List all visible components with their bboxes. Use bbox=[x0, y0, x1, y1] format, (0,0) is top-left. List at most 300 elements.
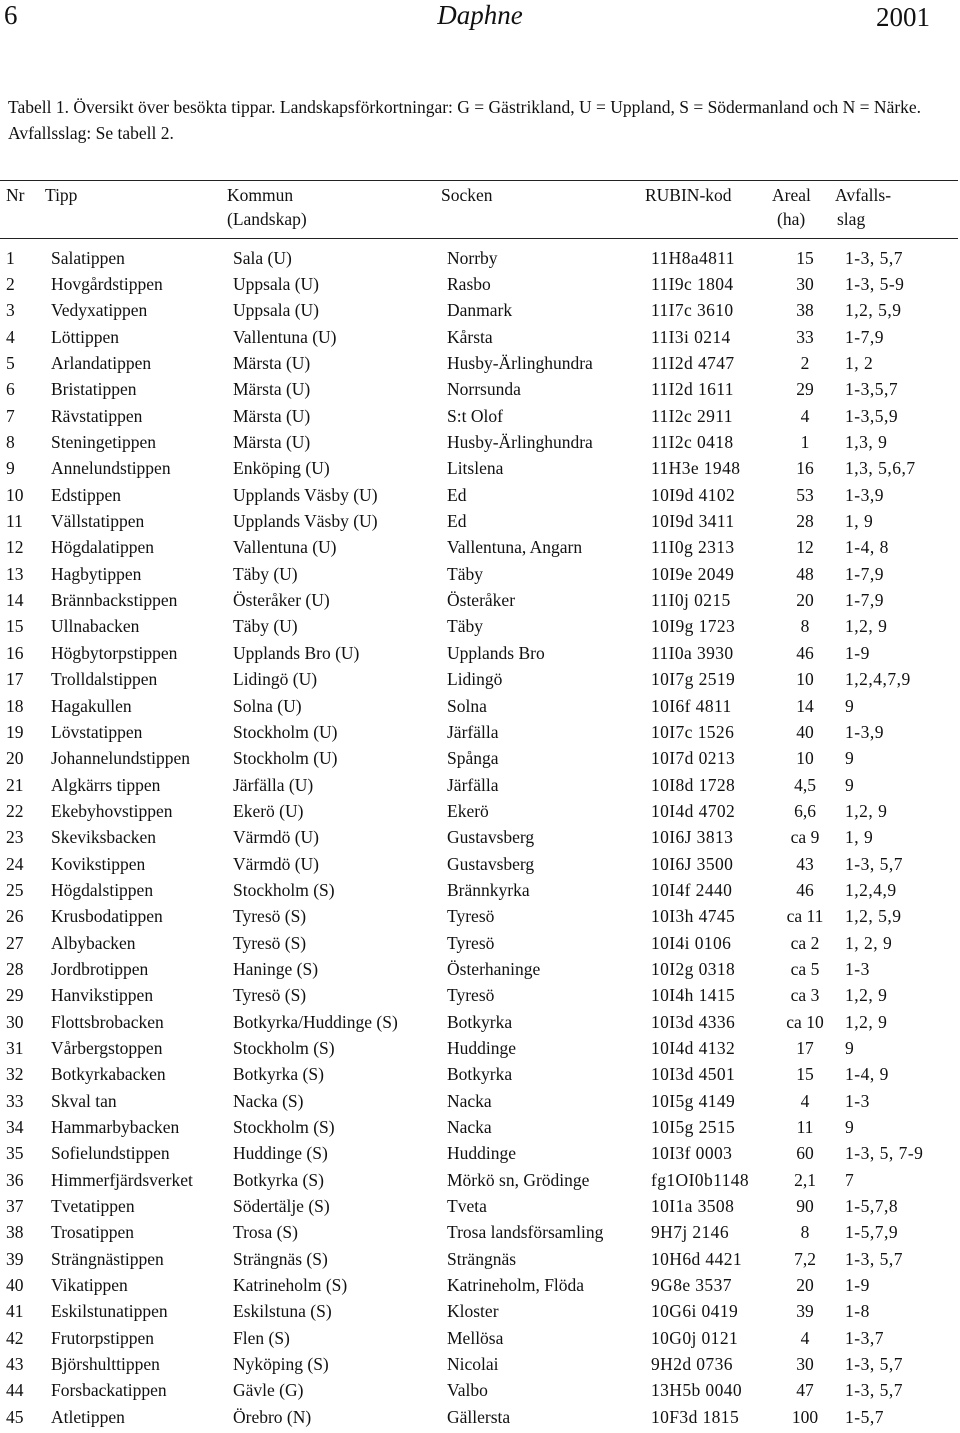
page-number: 6 bbox=[4, 0, 18, 30]
area-cell: 16 bbox=[796, 458, 814, 479]
rubin-code-cell: 10I4f 2440 bbox=[651, 879, 733, 900]
tip-name-cell: Bristatippen bbox=[51, 379, 137, 400]
row-number-cell: 7 bbox=[6, 405, 15, 426]
area-cell: 47 bbox=[796, 1380, 814, 1401]
parish-cell: Litslena bbox=[447, 458, 504, 479]
row-number-cell: 44 bbox=[6, 1380, 24, 1401]
table-row bbox=[0, 429, 960, 455]
tip-name-cell: Lövstatippen bbox=[51, 721, 143, 742]
waste-types-cell: 1-5,7,9 bbox=[845, 1222, 899, 1243]
table-row bbox=[0, 535, 960, 561]
parish-cell: Husby-Ärlinghundra bbox=[447, 353, 593, 374]
table-row bbox=[0, 508, 960, 534]
table-row bbox=[0, 245, 960, 271]
area-cell: 10 bbox=[796, 748, 814, 769]
rubin-code-cell: 11H8a4811 bbox=[651, 247, 735, 268]
waste-types-cell: 1,2, 9 bbox=[845, 800, 888, 821]
waste-types-cell: 1-3, 5,7 bbox=[845, 247, 903, 268]
tip-name-cell: Sofielundstippen bbox=[51, 1143, 170, 1164]
rubin-code-cell: 11H3e 1948 bbox=[651, 458, 741, 479]
table-row bbox=[0, 930, 960, 956]
waste-types-cell: 1,2,4,7,9 bbox=[845, 669, 911, 690]
col-header-avfall: Avfalls- bbox=[835, 185, 892, 205]
tip-name-cell: Steningetippen bbox=[51, 432, 156, 453]
row-number-cell: 27 bbox=[6, 932, 24, 953]
rubin-code-cell: 11I0j 0215 bbox=[651, 590, 731, 611]
area-cell: 8 bbox=[800, 616, 810, 637]
area-cell: 1 bbox=[800, 432, 810, 453]
municipality-cell: Botkyrka (S) bbox=[233, 1064, 324, 1085]
waste-types-cell: 1, 2, 9 bbox=[845, 932, 893, 953]
rubin-code-cell: 10I3h 4745 bbox=[651, 906, 736, 927]
table-row bbox=[0, 587, 960, 613]
rubin-code-cell: 10I9d 4102 bbox=[651, 484, 736, 505]
tip-name-cell: Hanvikstippen bbox=[51, 985, 154, 1006]
table-row bbox=[0, 1220, 960, 1246]
table-row bbox=[0, 1378, 960, 1404]
tip-table bbox=[0, 245, 960, 1430]
parish-cell: Mörkö sn, Grödinge bbox=[447, 1169, 590, 1190]
table-row bbox=[0, 956, 960, 982]
tip-name-cell: Salatippen bbox=[51, 247, 125, 268]
municipality-cell: Vallentuna (U) bbox=[233, 537, 337, 558]
table-row bbox=[0, 561, 960, 587]
row-number-cell: 3 bbox=[6, 300, 15, 321]
area-cell: 7,2 bbox=[794, 1248, 816, 1269]
col-header-areal-sub: (ha) bbox=[777, 209, 806, 229]
rubin-code-cell: 10H6d 4421 bbox=[651, 1248, 743, 1269]
row-number-cell: 2 bbox=[6, 274, 15, 295]
rubin-code-cell: 10I4d 4132 bbox=[651, 1037, 736, 1058]
rubin-code-cell: 10I9d 3411 bbox=[651, 511, 735, 532]
waste-types-cell: 1-3, 5,7 bbox=[845, 853, 903, 874]
tip-name-cell: Edstippen bbox=[51, 484, 121, 505]
table-row bbox=[0, 482, 960, 508]
rubin-code-cell: 11I2c 0418 bbox=[651, 432, 734, 453]
parish-cell: Brännkyrka bbox=[447, 879, 530, 900]
area-cell: 17 bbox=[796, 1037, 814, 1058]
rubin-code-cell: 10I3d 4501 bbox=[651, 1064, 736, 1085]
municipality-cell: Stockholm (U) bbox=[233, 721, 338, 742]
waste-types-cell: 1-3, 5,7 bbox=[845, 1248, 903, 1269]
row-number-cell: 11 bbox=[6, 511, 23, 532]
rubin-code-cell: 10I7d 0213 bbox=[651, 748, 736, 769]
parish-cell: Nacka bbox=[447, 1117, 492, 1138]
area-cell: 14 bbox=[796, 695, 814, 716]
tip-name-cell: Eskilstunatippen bbox=[51, 1301, 168, 1322]
table-row bbox=[0, 614, 960, 640]
journal-title: Daphne bbox=[437, 0, 523, 30]
municipality-cell: Eskilstuna (S) bbox=[233, 1301, 332, 1322]
table-row bbox=[0, 1114, 960, 1140]
table-row bbox=[0, 1035, 960, 1061]
publication-year: 2001 bbox=[876, 2, 930, 32]
tip-name-cell: Annelundstippen bbox=[51, 458, 171, 479]
municipality-cell: Uppsala (U) bbox=[233, 300, 320, 321]
rubin-code-cell: 10I5g 4149 bbox=[651, 1090, 736, 1111]
area-cell: 12 bbox=[796, 537, 814, 558]
area-cell: 39 bbox=[796, 1301, 814, 1322]
tip-name-cell: Frutorpstippen bbox=[51, 1327, 155, 1348]
parish-cell: Huddinge bbox=[447, 1037, 517, 1058]
parish-cell: Lidingö bbox=[447, 669, 503, 690]
area-cell: 8 bbox=[800, 1222, 810, 1243]
waste-types-cell: 1,2, 5,9 bbox=[845, 906, 902, 927]
municipality-cell: Ekerö (U) bbox=[233, 800, 304, 821]
tip-name-cell: Arlandatippen bbox=[51, 353, 152, 374]
rubin-code-cell: 11I0a 3930 bbox=[651, 642, 734, 663]
area-cell: ca 5 bbox=[790, 958, 820, 979]
parish-cell: Järfälla bbox=[447, 774, 499, 795]
municipality-cell: Upplands Väsby (U) bbox=[233, 511, 378, 532]
tip-name-cell: Krusbodatippen bbox=[51, 906, 163, 927]
rubin-code-cell: 10I4d 4702 bbox=[651, 800, 736, 821]
table-row bbox=[0, 298, 960, 324]
parish-cell: Upplands Bro bbox=[447, 642, 545, 663]
area-cell: 10 bbox=[796, 669, 814, 690]
municipality-cell: Strängnäs (S) bbox=[233, 1248, 328, 1269]
row-number-cell: 8 bbox=[6, 432, 15, 453]
area-cell: ca 11 bbox=[786, 906, 824, 927]
table-row bbox=[0, 719, 960, 745]
tip-name-cell: Vårbergstoppen bbox=[51, 1037, 163, 1058]
waste-types-cell: 1,2, 9 bbox=[845, 985, 888, 1006]
row-number-cell: 22 bbox=[6, 800, 24, 821]
rubin-code-cell: 13H5b 0040 bbox=[651, 1380, 743, 1401]
table-row bbox=[0, 456, 960, 482]
table-row bbox=[0, 1272, 960, 1298]
municipality-cell: Gävle (G) bbox=[233, 1380, 304, 1401]
parish-cell: Mellösa bbox=[447, 1327, 504, 1348]
parish-cell: Täby bbox=[447, 616, 483, 637]
row-number-cell: 5 bbox=[6, 353, 15, 374]
row-number-cell: 23 bbox=[6, 827, 24, 848]
row-number-cell: 13 bbox=[6, 563, 24, 584]
parish-cell: Järfälla bbox=[447, 721, 499, 742]
tip-name-cell: Strängnästippen bbox=[51, 1248, 164, 1269]
parish-cell: Nacka bbox=[447, 1090, 492, 1111]
area-cell: 11 bbox=[796, 1117, 814, 1138]
waste-types-cell: 9 bbox=[845, 774, 855, 795]
area-cell: 46 bbox=[796, 642, 814, 663]
row-number-cell: 42 bbox=[6, 1327, 24, 1348]
table-row bbox=[0, 1088, 960, 1114]
row-number-cell: 24 bbox=[6, 853, 24, 874]
area-cell: 2,1 bbox=[794, 1169, 816, 1190]
table-row bbox=[0, 1325, 960, 1351]
municipality-cell: Botkyrka (S) bbox=[233, 1169, 324, 1190]
rubin-code-cell: 10I1a 3508 bbox=[651, 1196, 735, 1217]
rubin-code-cell: 10I4h 1415 bbox=[651, 985, 736, 1006]
area-cell: 29 bbox=[796, 379, 814, 400]
tip-name-cell: Flottsbrobacken bbox=[51, 1011, 164, 1032]
row-number-cell: 19 bbox=[6, 721, 24, 742]
waste-types-cell: 1-4, 8 bbox=[845, 537, 889, 558]
table-row bbox=[0, 1193, 960, 1219]
rubin-code-cell: 10G6i 0419 bbox=[651, 1301, 739, 1322]
parish-cell: Vallentuna, Angarn bbox=[447, 537, 583, 558]
municipality-cell: Södertälje (S) bbox=[233, 1196, 330, 1217]
municipality-cell: Solna (U) bbox=[233, 695, 302, 716]
parish-cell: Österåker bbox=[447, 590, 516, 611]
row-number-cell: 45 bbox=[6, 1406, 24, 1427]
row-number-cell: 30 bbox=[6, 1011, 24, 1032]
row-number-cell: 4 bbox=[6, 326, 15, 347]
waste-types-cell: 1,2, 9 bbox=[845, 1011, 888, 1032]
parish-cell: Gustavsberg bbox=[447, 827, 535, 848]
area-cell: 20 bbox=[796, 590, 814, 611]
tip-name-cell: Himmerfjärdsverket bbox=[51, 1169, 193, 1190]
parish-cell: Norrsunda bbox=[447, 379, 521, 400]
rubin-code-cell: 9H7j 2146 bbox=[651, 1222, 729, 1243]
table-row bbox=[0, 403, 960, 429]
rubin-code-cell: 10I3d 4336 bbox=[651, 1011, 736, 1032]
municipality-cell: Katrineholm (S) bbox=[233, 1275, 348, 1296]
page-header bbox=[0, 0, 960, 40]
area-cell: ca 10 bbox=[786, 1011, 824, 1032]
area-cell: 15 bbox=[796, 1064, 814, 1085]
rubin-code-cell: 10I2g 0318 bbox=[651, 958, 736, 979]
municipality-cell: Vallentuna (U) bbox=[233, 326, 337, 347]
area-cell: 53 bbox=[796, 484, 814, 505]
tip-name-cell: Tvetatippen bbox=[51, 1196, 135, 1217]
municipality-cell: Örebro (N) bbox=[233, 1406, 312, 1427]
rubin-code-cell: 11I3i 0214 bbox=[651, 326, 731, 347]
rubin-code-cell: 9H2d 0736 bbox=[651, 1354, 733, 1375]
rubin-code-cell: 10I6f 4811 bbox=[651, 695, 732, 716]
municipality-cell: Lidingö (U) bbox=[233, 669, 318, 690]
municipality-cell: Täby (U) bbox=[233, 563, 298, 584]
row-number-cell: 26 bbox=[6, 906, 24, 927]
waste-types-cell: 1, 9 bbox=[845, 827, 874, 848]
parish-cell: Spånga bbox=[447, 748, 499, 769]
waste-types-cell: 1-3,5,9 bbox=[845, 405, 899, 426]
waste-types-cell: 1-3 bbox=[845, 1090, 870, 1111]
tip-name-cell: Vikatippen bbox=[51, 1275, 128, 1296]
parish-cell: Trosa landsförsamling bbox=[447, 1222, 604, 1243]
parish-cell: Huddinge bbox=[447, 1143, 517, 1164]
waste-types-cell: 9 bbox=[845, 1037, 855, 1058]
rubin-code-cell: 9G8e 3537 bbox=[651, 1275, 732, 1296]
parish-cell: Kårsta bbox=[447, 326, 493, 347]
row-number-cell: 31 bbox=[6, 1037, 24, 1058]
area-cell: 90 bbox=[796, 1196, 814, 1217]
row-number-cell: 15 bbox=[6, 616, 24, 637]
tip-name-cell: Algkärrs tippen bbox=[51, 774, 161, 795]
area-cell: 30 bbox=[796, 1354, 814, 1375]
table-row bbox=[0, 851, 960, 877]
rubin-code-cell: 10I7g 2519 bbox=[651, 669, 736, 690]
waste-types-cell: 1,3, 5,6,7 bbox=[845, 458, 916, 479]
waste-types-cell: 1-3,9 bbox=[845, 484, 884, 505]
row-number-cell: 10 bbox=[6, 484, 24, 505]
municipality-cell: Trosa (S) bbox=[233, 1222, 298, 1243]
waste-types-cell: 1-8 bbox=[845, 1301, 870, 1322]
row-number-cell: 21 bbox=[6, 774, 24, 795]
tip-name-cell: Högdalstippen bbox=[51, 879, 154, 900]
parish-cell: Danmark bbox=[447, 300, 513, 321]
rubin-code-cell: 10F3d 1815 bbox=[651, 1406, 740, 1427]
rubin-code-cell: 10I6J 3500 bbox=[651, 853, 734, 874]
rubin-code-cell: fg1OI0b1148 bbox=[651, 1169, 750, 1190]
rubin-code-cell: 11I9c 1804 bbox=[651, 274, 734, 295]
row-number-cell: 41 bbox=[6, 1301, 24, 1322]
tip-name-cell: Vällstatippen bbox=[51, 511, 145, 532]
table-row bbox=[0, 271, 960, 297]
area-cell: ca 3 bbox=[790, 985, 820, 1006]
table-header-rule bbox=[0, 238, 958, 239]
table-row bbox=[0, 1062, 960, 1088]
tip-name-cell: Skval tan bbox=[51, 1090, 117, 1111]
tip-name-cell: Vedyxatippen bbox=[51, 300, 148, 321]
municipality-cell: Upplands Bro (U) bbox=[233, 642, 360, 663]
col-header-rubin: RUBIN-kod bbox=[645, 185, 732, 205]
table-row bbox=[0, 1009, 960, 1035]
tip-name-cell: Löttippen bbox=[51, 326, 120, 347]
waste-types-cell: 1-7,9 bbox=[845, 326, 884, 347]
row-number-cell: 18 bbox=[6, 695, 24, 716]
tip-name-cell: Rävstatippen bbox=[51, 405, 143, 426]
area-cell: 40 bbox=[796, 721, 814, 742]
table-row bbox=[0, 904, 960, 930]
col-header-nr: Nr bbox=[6, 185, 25, 205]
parish-cell: Täby bbox=[447, 563, 483, 584]
table-row bbox=[0, 1167, 960, 1193]
table-row bbox=[0, 377, 960, 403]
waste-types-cell: 1,2, 9 bbox=[845, 616, 888, 637]
row-number-cell: 6 bbox=[6, 379, 15, 400]
municipality-cell: Uppsala (U) bbox=[233, 274, 320, 295]
table-row bbox=[0, 825, 960, 851]
row-number-cell: 35 bbox=[6, 1143, 24, 1164]
municipality-cell: Botkyrka/Huddinge (S) bbox=[233, 1011, 398, 1032]
municipality-cell: Stockholm (S) bbox=[233, 1037, 335, 1058]
row-number-cell: 20 bbox=[6, 748, 24, 769]
row-number-cell: 39 bbox=[6, 1248, 24, 1269]
municipality-cell: Tyresö (S) bbox=[233, 932, 307, 953]
municipality-cell: Österåker (U) bbox=[233, 590, 330, 611]
tip-name-cell: Högdalatippen bbox=[51, 537, 155, 558]
municipality-cell: Stockholm (S) bbox=[233, 879, 335, 900]
waste-types-cell: 9 bbox=[845, 1117, 855, 1138]
col-header-tipp: Tipp bbox=[45, 185, 78, 205]
tip-name-cell: Ekebyhovstippen bbox=[51, 800, 173, 821]
municipality-cell: Stockholm (S) bbox=[233, 1117, 335, 1138]
municipality-cell: Värmdö (U) bbox=[233, 853, 320, 874]
waste-types-cell: 1-7,9 bbox=[845, 590, 884, 611]
parish-cell: Tveta bbox=[447, 1196, 487, 1217]
table-row bbox=[0, 1141, 960, 1167]
municipality-cell: Järfälla (U) bbox=[233, 774, 314, 795]
area-cell: 2 bbox=[800, 353, 810, 374]
municipality-cell: Enköping (U) bbox=[233, 458, 330, 479]
municipality-cell: Stockholm (U) bbox=[233, 748, 338, 769]
table-row bbox=[0, 798, 960, 824]
parish-cell: Tyresö bbox=[447, 906, 495, 927]
parish-cell: Kloster bbox=[447, 1301, 499, 1322]
rubin-code-cell: 10I4i 0106 bbox=[651, 932, 732, 953]
table-row bbox=[0, 324, 960, 350]
waste-types-cell: 1-7,9 bbox=[845, 563, 884, 584]
row-number-cell: 37 bbox=[6, 1196, 24, 1217]
row-number-cell: 43 bbox=[6, 1354, 24, 1375]
waste-types-cell: 1-3, 5, 7-9 bbox=[845, 1143, 924, 1164]
tip-name-cell: Botkyrkabacken bbox=[51, 1064, 166, 1085]
municipality-cell: Nyköping (S) bbox=[233, 1354, 329, 1375]
row-number-cell: 1 bbox=[6, 247, 15, 268]
area-cell: ca 2 bbox=[790, 932, 820, 953]
tip-name-cell: Trolldalstippen bbox=[51, 669, 158, 690]
tip-name-cell: Jordbrotippen bbox=[51, 958, 149, 979]
parish-cell: Tyresö bbox=[447, 985, 495, 1006]
table-caption: Tabell 1. Översikt över besökta tippar. Landskapsförkortningar: G = Gästrikland, U = Uppland, S = Södermanland och N = Närke. Avfallsslag: Se tabell 2. bbox=[8, 97, 922, 143]
row-number-cell: 34 bbox=[6, 1117, 24, 1138]
parish-cell: Katrineholm, Flöda bbox=[447, 1275, 585, 1296]
table-row bbox=[0, 350, 960, 376]
area-cell: 48 bbox=[796, 563, 814, 584]
row-number-cell: 9 bbox=[6, 458, 15, 479]
tip-name-cell: Forsbackatippen bbox=[51, 1380, 167, 1401]
tip-name-cell: Hammarbybacken bbox=[51, 1117, 180, 1138]
parish-cell: Solna bbox=[447, 695, 487, 716]
waste-types-cell: 1,3, 9 bbox=[845, 432, 888, 453]
row-number-cell: 32 bbox=[6, 1064, 24, 1085]
table-row bbox=[0, 1299, 960, 1325]
tip-name-cell: Kovikstippen bbox=[51, 853, 146, 874]
tip-name-cell: Hagbytippen bbox=[51, 563, 142, 584]
rubin-code-cell: 10I3f 0003 bbox=[651, 1143, 733, 1164]
rubin-code-cell: 10I9g 1723 bbox=[651, 616, 736, 637]
table-row bbox=[0, 877, 960, 903]
waste-types-cell: 1-3, 5-9 bbox=[845, 274, 905, 295]
row-number-cell: 33 bbox=[6, 1090, 24, 1111]
tip-name-cell: Johannelundstippen bbox=[51, 748, 191, 769]
row-number-cell: 38 bbox=[6, 1222, 24, 1243]
parish-cell: Norrby bbox=[447, 247, 498, 268]
parish-cell: Husby-Ärlinghundra bbox=[447, 432, 593, 453]
area-cell: 46 bbox=[796, 879, 814, 900]
area-cell: 28 bbox=[796, 511, 814, 532]
waste-types-cell: 1-3, 5,7 bbox=[845, 1354, 903, 1375]
table-row bbox=[0, 1246, 960, 1272]
col-header-kommun-sub: (Landskap) bbox=[227, 209, 307, 229]
area-cell: 100 bbox=[791, 1406, 819, 1427]
waste-types-cell: 1-5,7 bbox=[845, 1406, 884, 1427]
tip-name-cell: Atletippen bbox=[51, 1406, 125, 1427]
area-cell: 38 bbox=[796, 300, 814, 321]
rubin-code-cell: 10I5g 2515 bbox=[651, 1117, 736, 1138]
area-cell: 6,6 bbox=[794, 800, 816, 821]
tip-name-cell: Ullnabacken bbox=[51, 616, 140, 637]
municipality-cell: Märsta (U) bbox=[233, 432, 311, 453]
waste-types-cell: 1-3,5,7 bbox=[845, 379, 899, 400]
col-header-avfall-sub: slag bbox=[837, 209, 866, 229]
rubin-code-cell: 10G0j 0121 bbox=[651, 1327, 739, 1348]
row-number-cell: 16 bbox=[6, 642, 24, 663]
rubin-code-cell: 10I9e 2049 bbox=[651, 563, 735, 584]
parish-cell: Gällersta bbox=[447, 1406, 511, 1427]
waste-types-cell: 9 bbox=[845, 695, 855, 716]
waste-types-cell: 1,2,4,9 bbox=[845, 879, 897, 900]
rubin-code-cell: 10I7c 1526 bbox=[651, 721, 735, 742]
table-row bbox=[0, 772, 960, 798]
tip-name-cell: Brännbackstippen bbox=[51, 590, 178, 611]
municipality-cell: Haninge (S) bbox=[233, 958, 319, 979]
tip-name-cell: Björshulttippen bbox=[51, 1354, 160, 1375]
row-number-cell: 29 bbox=[6, 985, 24, 1006]
area-cell: 60 bbox=[796, 1143, 814, 1164]
table-row bbox=[0, 640, 960, 666]
